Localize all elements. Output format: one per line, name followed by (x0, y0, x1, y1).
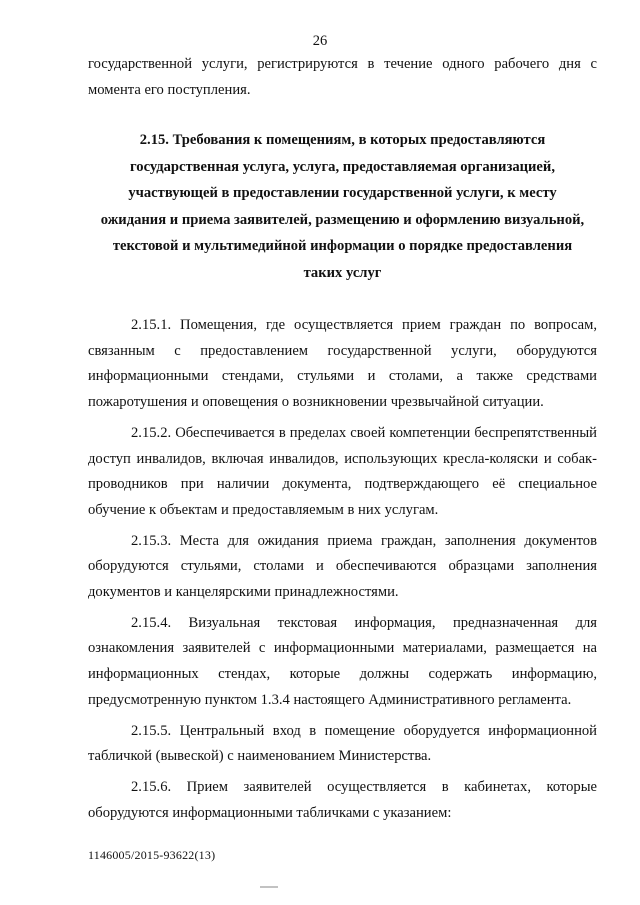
paragraph-2-15-1: 2.15.1. Помещения, где осуществляется прием граждан по вопросам, связанным с предоставлением государственной услуги, оборудуются информационными стендами, стульями и столами, а также средствами пожаротушения и оповещения о возникновении чрезвычайной ситуации. (88, 317, 597, 411)
document-code: 1146005/2015-93622(13) (88, 848, 216, 862)
section-body (88, 313, 597, 831)
paragraph-2-15-5: 2.15.5. Центральный вход в помещение оборудуется информационной табличкой (вывеской) с наименованием Министерства. (88, 722, 597, 765)
paragraph-2-15-6: 2.15.6. Прием заявителей осуществляется в кабинетах, которые оборудуются информационными табличками с указанием: (88, 778, 597, 821)
paragraph-2-15-4: 2.15.4. Визуальная текстовая информация, предназначенная для ознакомления заявителей с информационными материалами, размещается на информационных стендах, которые должны содержать информацию, предусмотренную пунктом 1.3.4 настоящего Административного регламента. (88, 614, 597, 708)
paragraph-2-15-2: 2.15.2. Обеспечивается в пределах своей компетенции беспрепятственный доступ инвалидов, включая инвалидов, использующих кресла-коляски и собак-проводников при наличии документа, подтверждающего её специальное обучение к объектам и предоставляемым в них услугам. (88, 424, 597, 518)
intro-paragraph: государственной услуги, регистрируются в течение одного рабочего дня с момента его поступления. (88, 56, 597, 98)
scan-mark (260, 886, 278, 888)
section-heading: 2.15. Требования к помещениям, в которых предоставляются государственная услуга, услуга, предоставляемая организацией, участвующей в предоставлении государственной услуги, к месту ожидания и приема заявителей, размещению и оформлению визуальной, текстовой и мультимедийной информации о порядке предоставления таких услуг (100, 132, 585, 281)
paragraph-2-15-3: 2.15.3. Места для ожидания приема граждан, заполнения документов оборудуются стульями, столами и обеспечиваются образцами заполнения документов и канцелярскими принадлежностями. (88, 532, 597, 601)
page-number: 26 (312, 33, 328, 49)
